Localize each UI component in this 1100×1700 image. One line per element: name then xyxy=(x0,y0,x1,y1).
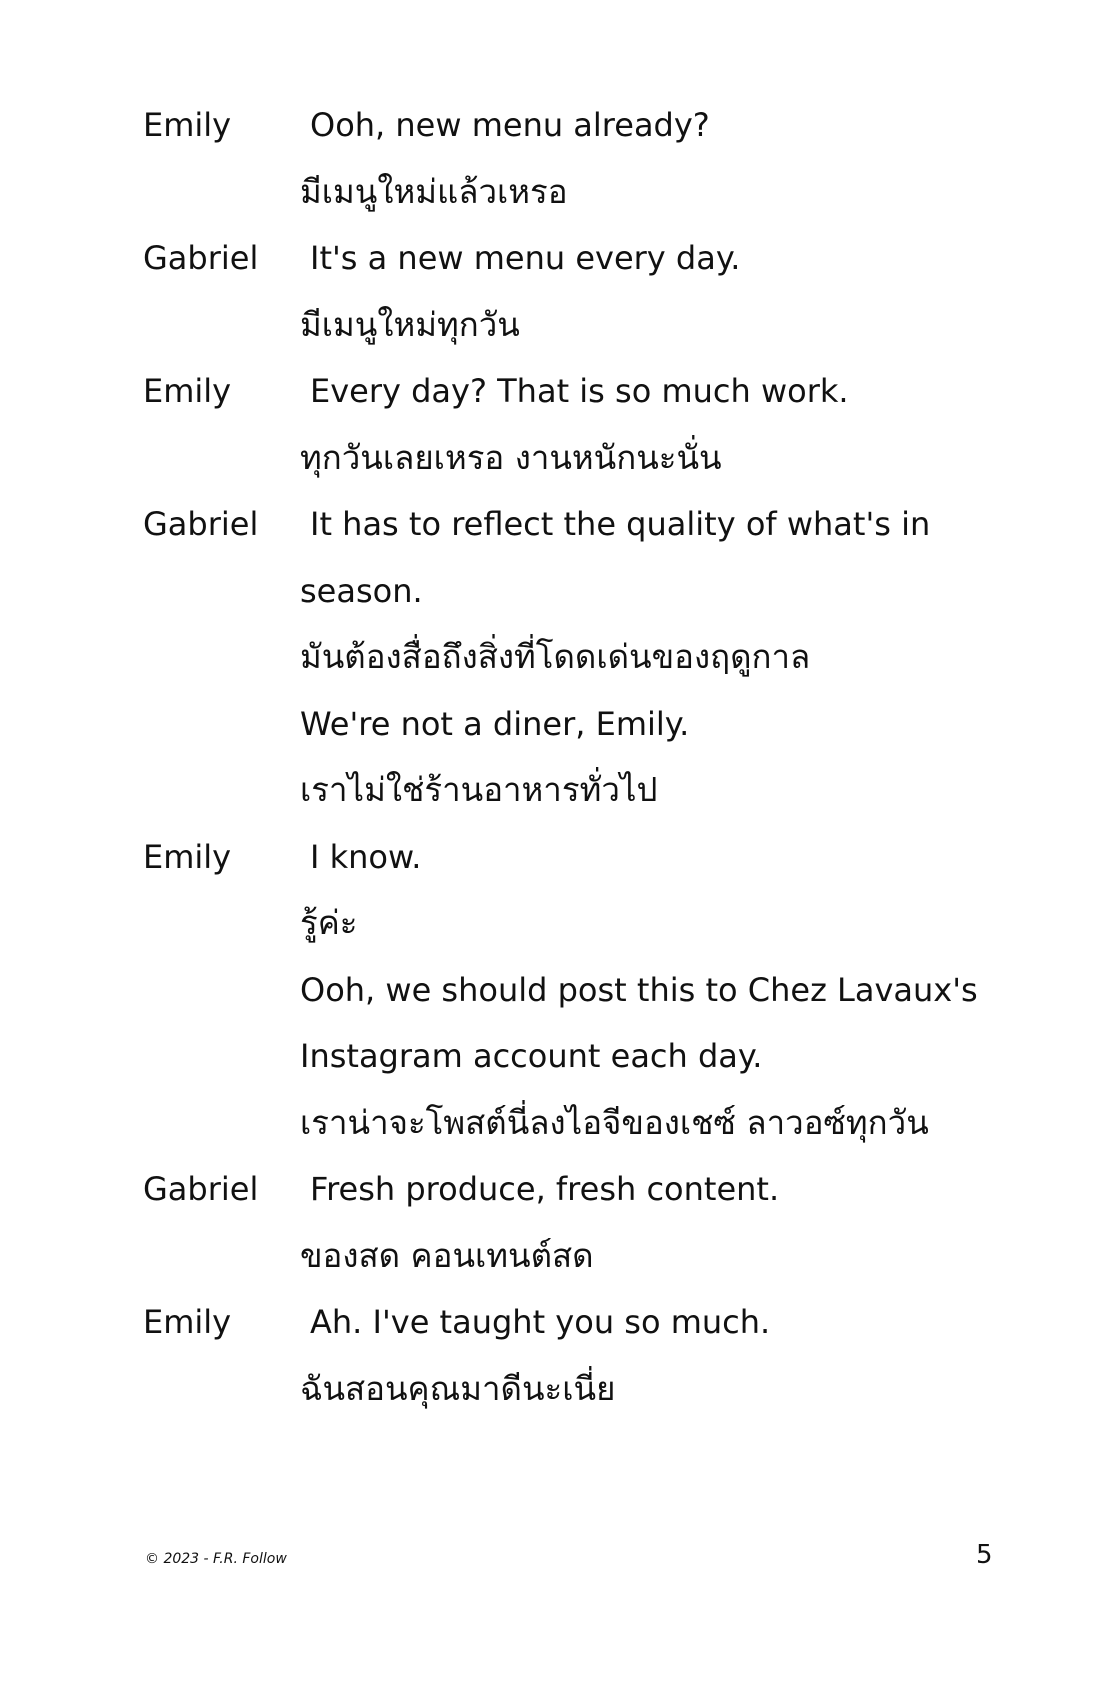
dialogue xyxy=(143,92,1023,1422)
english-dialogue-line: Instagram account each day. xyxy=(300,1037,763,1075)
speaker-name: Gabriel xyxy=(143,239,259,277)
copyright-notice: © 2023 - F.R. Follow xyxy=(145,1551,287,1567)
speaker-name: Gabriel xyxy=(143,505,259,543)
speaker-name: Emily xyxy=(143,1303,232,1341)
thai-translation-line: ทุกวันเลยเหรอ งานหนักนะนั่น xyxy=(300,437,722,477)
english-dialogue-line: Ooh, new menu already? xyxy=(310,106,710,144)
english-dialogue-line: I know. xyxy=(310,837,422,876)
dialogue-turn xyxy=(143,92,1023,225)
dialogue-turn xyxy=(143,358,1023,491)
thai-translation-line: เราไม่ใช่ร้านอาหารทั่วไป xyxy=(300,770,658,809)
dialogue-lines xyxy=(300,358,1023,491)
dialogue-lines xyxy=(300,491,1023,824)
english-dialogue-line: Ah. I've taught you so much. xyxy=(310,1303,771,1341)
dialogue-lines xyxy=(300,92,1023,225)
thai-translation-line: มันต้องสื่อถึงสิ่งที่โดดเด่นของฤดูกาล xyxy=(300,637,811,676)
speaker-name: Emily xyxy=(143,106,232,144)
thai-translation-line: มีเมนูใหม่แล้วเหรอ xyxy=(300,171,568,211)
dialogue-lines xyxy=(300,824,1023,1157)
dialogue-turn xyxy=(143,491,1023,824)
english-dialogue-line: season. xyxy=(300,571,423,610)
dialogue-turn xyxy=(143,1289,1023,1422)
english-dialogue-line: It's a new menu every day. xyxy=(310,239,741,277)
dialogue-turn xyxy=(143,225,1023,358)
page-number: 5 xyxy=(976,1540,993,1570)
dialogue-turn xyxy=(143,1156,1023,1289)
english-dialogue-line: It has to reflect the quality of what's in xyxy=(310,505,931,543)
thai-translation-line: ของสด คอนเทนต์สด xyxy=(300,1235,594,1275)
speaker-name: Gabriel xyxy=(143,1170,259,1208)
thai-translation-line: รู้ค่ะ xyxy=(300,903,358,942)
dialogue-turn xyxy=(143,824,1023,1157)
english-dialogue-line: Ooh, we should post this to Chez Lavaux's xyxy=(300,970,978,1009)
speaker-name: Emily xyxy=(143,837,232,876)
english-dialogue-line: Fresh produce, fresh content. xyxy=(310,1170,780,1208)
speaker-name: Emily xyxy=(143,372,232,410)
thai-translation-line: ฉันสอนคุณมาดีนะเนี่ย xyxy=(300,1368,616,1408)
thai-translation-line: เราน่าจะโพสต์นี่ลงไอจีของเชซ์ ลาวอซ์ทุกวัน xyxy=(300,1102,929,1142)
dialogue-lines xyxy=(300,225,1023,358)
english-dialogue-line: We're not a diner, Emily. xyxy=(300,704,690,743)
english-dialogue-line: Every day? That is so much work. xyxy=(310,372,849,410)
dialogue-lines xyxy=(300,1289,1023,1422)
dialogue-lines xyxy=(300,1156,1023,1289)
thai-translation-line: มีเมนูใหม่ทุกวัน xyxy=(300,304,520,344)
